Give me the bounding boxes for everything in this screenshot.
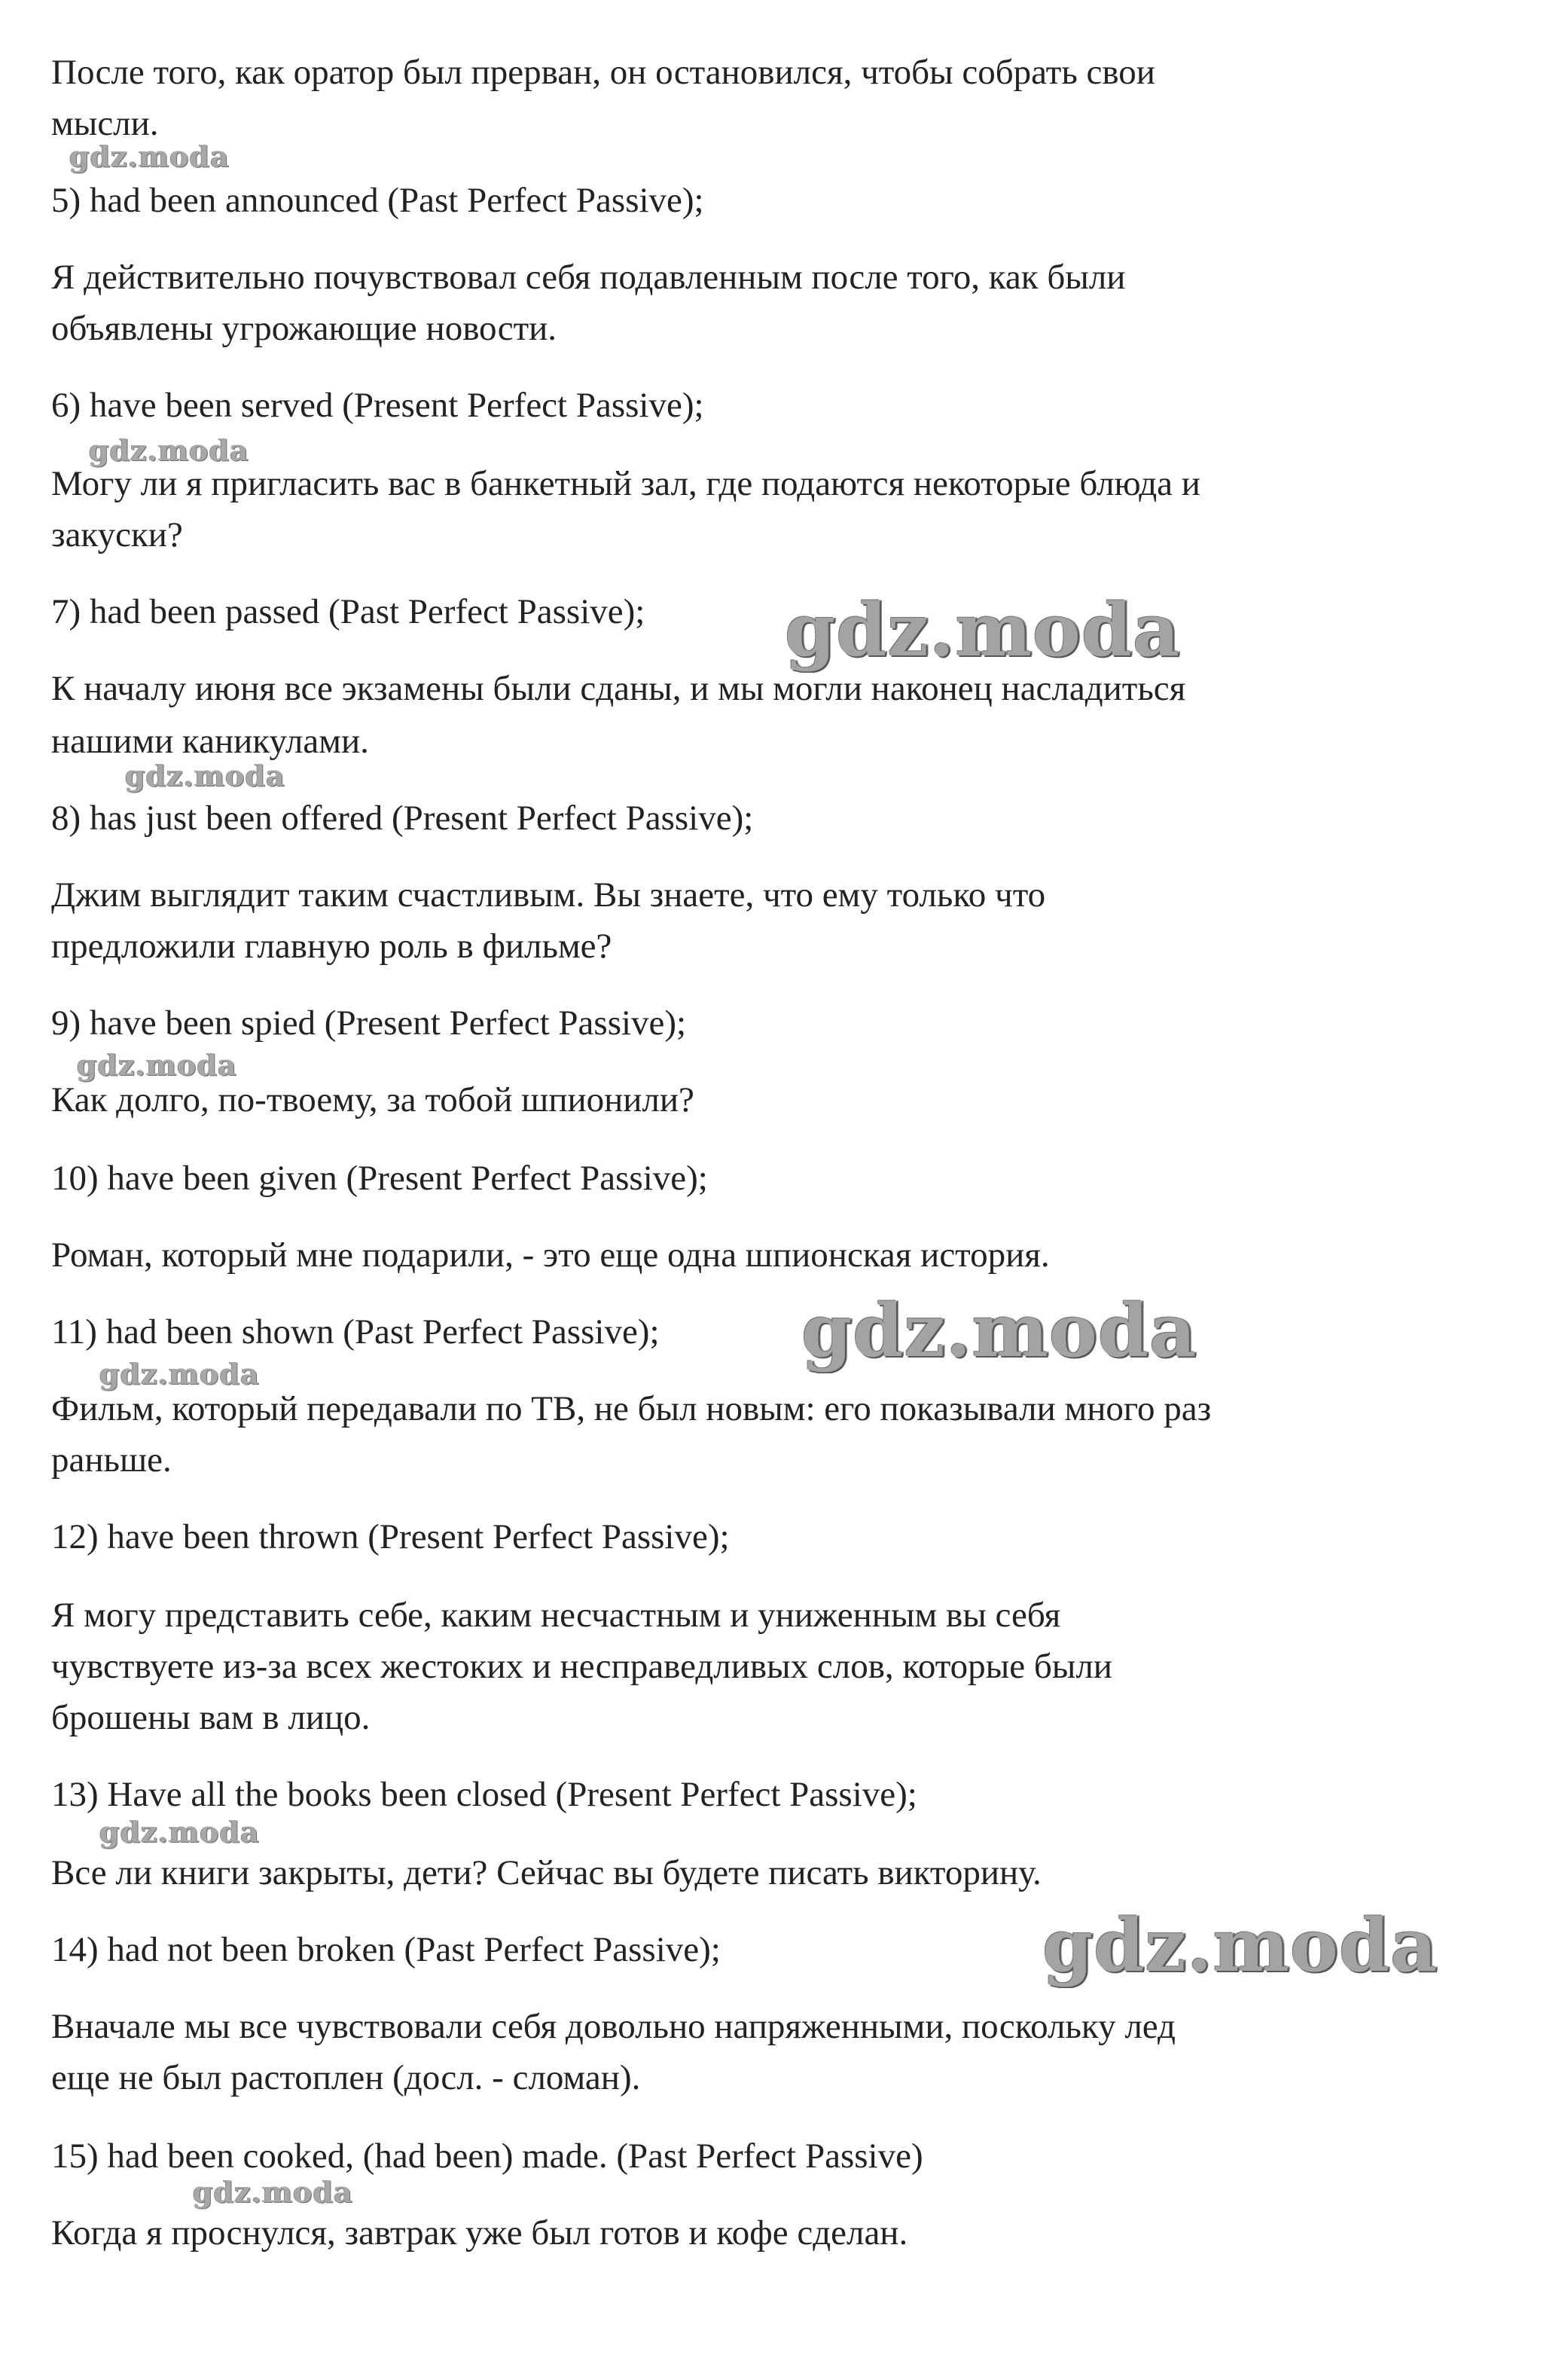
text-line: После того, как оратор был прерван, он остановился, чтобы собрать свои [51,53,1155,92]
text-line: 5) had been announced (Past Perfect Passive); [51,181,704,220]
watermark-small: gdz.moda [99,1815,260,1849]
text-line: чувствуете из-за всех жестоких и несправедливых слов, которые были [51,1647,1112,1686]
text-line: Я могу представить себе, каким несчастным и униженным вы себя [51,1596,1061,1635]
text-line: Все ли книги закрыты, дети? Сейчас вы будете писать викторину. [51,1853,1042,1892]
text-line: 13) Have all the books been closed (Present Perfect Passive); [51,1775,917,1814]
watermark-large: gdz.moda [785,588,1181,673]
watermark-small: gdz.moda [99,1357,260,1391]
text-line: Я действительно почувствовал себя подавленным после того, как были [51,258,1126,297]
watermark-small: gdz.moda [69,139,230,173]
text-line: еще не был растоплен (досл. - сломан). [51,2058,641,2097]
text-line: Как долго, по-твоему, за тобой шпионили? [51,1080,694,1119]
text-line: 10) have been given (Present Perfect Passive); [51,1159,708,1198]
text-line: 7) had been passed (Past Perfect Passive); [51,592,645,631]
watermark-small: gdz.moda [89,433,249,467]
text-line: закуски? [51,515,183,554]
text-line: Роман, который мне подарили, - это еще одна шпионская история. [51,1235,1050,1275]
text-line: 8) has just been offered (Present Perfect Passive); [51,799,754,838]
text-line: раньше. [51,1440,172,1480]
watermark-small: gdz.moda [193,2175,353,2209]
watermark-small: gdz.moda [77,1048,237,1082]
text-line: 15) had been cooked, (had been) made. (Past Perfect Passive) [51,2136,923,2176]
text-line: нашими каникулами. [51,722,369,761]
text-line: Вначале мы все чувствовали себя довольно напряженными, поскольку лед [51,2007,1176,2046]
text-line: предложили главную роль в фильме? [51,927,612,966]
text-line: Джим выглядит таким счастливым. Вы знаете, что ему только что [51,875,1046,915]
text-line: 9) have been spied (Present Perfect Passive); [51,1003,687,1043]
text-line: 12) have been thrown (Present Perfect Passive); [51,1517,730,1556]
text-line: брошены вам в лицо. [51,1698,371,1737]
watermark-large: gdz.moda [801,1288,1197,1373]
text-line: К началу июня все экзамены были сданы, и мы могли наконец насладиться [51,669,1186,708]
text-line: Когда я проснулся, завтрак уже был готов и кофе сделан. [51,2213,908,2253]
text-line: мысли. [51,104,159,143]
text-line: Фильм, который передавали по ТВ, не был новым: его показывали много раз [51,1389,1212,1428]
watermark-large: gdz.moda [1042,1903,1438,1988]
text-line: 6) have been served (Present Perfect Passive); [51,386,704,425]
text-line: объявлены угрожающие новости. [51,309,557,348]
text-line: 11) had been shown (Past Perfect Passive); [51,1312,660,1352]
watermark-small: gdz.moda [125,759,285,793]
text-line: 14) had not been broken (Past Perfect Passive); [51,1930,721,1969]
text-line: Могу ли я пригласить вас в банкетный зал, где подаются некоторые блюда и [51,464,1200,503]
